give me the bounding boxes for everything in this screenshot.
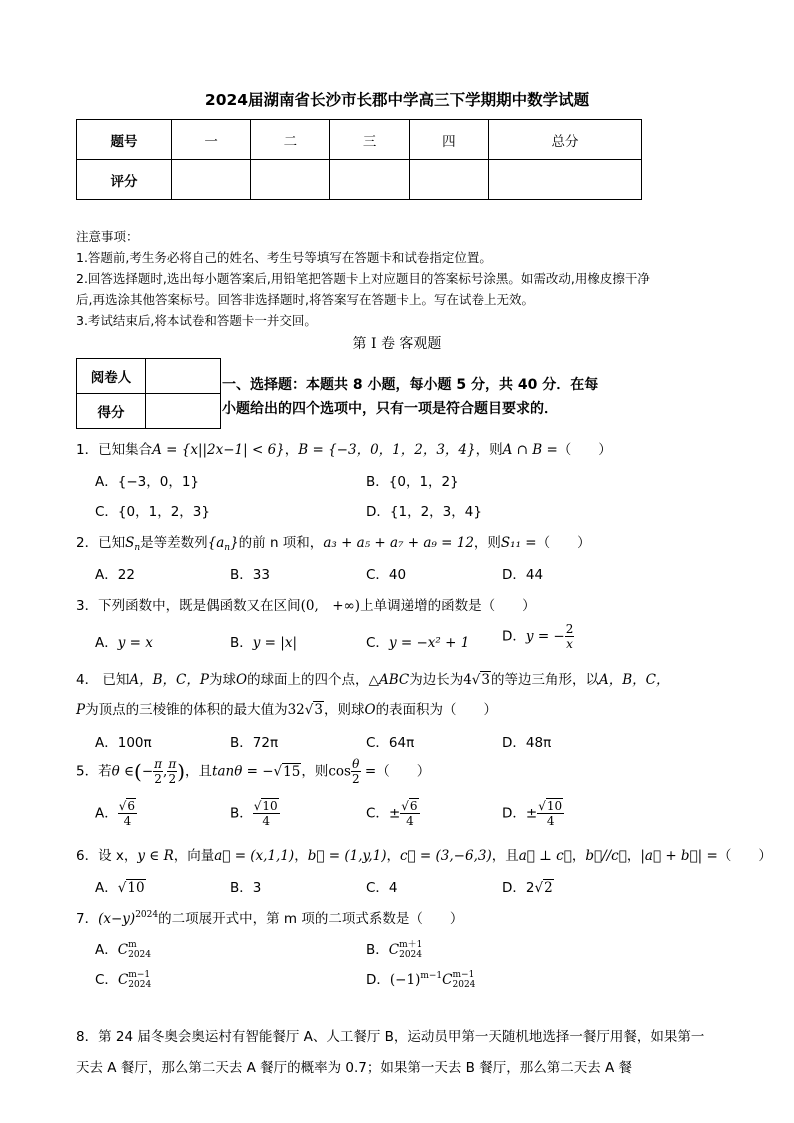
q4-volume-radical: 32√3 [287, 702, 323, 718]
q1-option-d[interactable]: D．{1，2，3，4} [366, 504, 482, 520]
q4-option-d[interactable]: D．48π [502, 735, 552, 751]
section-title: 第 I 卷 客观题 [352, 336, 442, 352]
grader-score-label: 得分 [77, 394, 146, 429]
question-4-line-2: P为顶点的三棱锥的体积的最大值为32√3，则球O的表面积为（ ） [76, 702, 498, 718]
q3-stem: 3．下列函数中，既是偶函数又在区间 [76, 598, 301, 614]
part-one-heading-line: 小题给出的四个选项中，只有一项是符合题目要求的． [222, 401, 558, 417]
part-one-heading-line: 一、选择题：本题共 8 小题，每小题 5 分，共 40 分．在每 [222, 377, 599, 393]
score-table-score-row [77, 160, 642, 200]
q2-a-seq: $\{a_n\}$ [207, 535, 239, 553]
q1-set-a: A = {x||2x−1| < 6} [152, 442, 285, 458]
score-cell[interactable] [251, 160, 330, 200]
q1-option-a[interactable]: A．{−3，0，1} [95, 474, 199, 490]
question-6: 6．设 x，y ∈ R，向量a⃗ = (x,1,1)，b⃗ = (1,y,1)，c⃗ = (3,−6,3)，且a⃗ ⊥ c⃗，b⃗//c⃗，|a⃗ + b⃗| =（ ） [76, 848, 772, 864]
q2-option-d[interactable]: D．44 [502, 567, 544, 583]
grader-reviewer-label: 阅卷人 [77, 359, 146, 394]
q5-option-d[interactable]: D．± $\frac{√10}{4}$ [502, 799, 563, 828]
q5-option-a[interactable]: A． $\frac{√6}{4}$ [95, 799, 136, 828]
score-header-cell: 总分 [488, 120, 641, 160]
question-4-line-1: 4． 已知A，B，C，P为球O的球面上的四个点，△ABC为边长为4√3的等边三角形，以A，B，C， [76, 672, 670, 688]
notes-item: 1.答题前,考生务必将自己的姓名、考生号等填写在答题卡和试卷指定位置。 [76, 250, 492, 265]
question-1 [76, 438, 612, 458]
q7-option-c[interactable]: C．C m−1 2024 [95, 970, 152, 990]
q1-option-b[interactable]: B．{0，1，2} [366, 474, 459, 490]
q1-stem: 1．已知集合 [76, 442, 153, 458]
q7-option-a[interactable]: A．C m 2024 [95, 940, 151, 960]
grader-reviewer-cell[interactable] [146, 359, 221, 394]
grader-score-cell[interactable] [146, 394, 221, 429]
q7-option-d[interactable]: D．$(-1)^{m-1}C$ m−1 2024 [366, 970, 476, 990]
q1-expr: A ∩ B = [502, 442, 558, 458]
q1-paren: （ ） [557, 442, 612, 458]
q1-set-b: B = {−3，0，1，2，3，4} [298, 442, 476, 458]
score-header-cell: 题号 [77, 120, 172, 160]
q7-option-b[interactable]: B．C m＋1 2024 [366, 940, 423, 960]
score-table-header-row [77, 120, 642, 160]
score-cell[interactable] [409, 160, 488, 200]
score-header-cell: 三 [330, 120, 409, 160]
q2-s11: S₁₁ = [500, 535, 537, 551]
q3-interval: (0, +∞) [300, 598, 361, 614]
score-cell[interactable] [488, 160, 641, 200]
notes-block [76, 226, 726, 331]
q2-stem: 是等差数列 [140, 535, 208, 551]
q1-option-c[interactable]: C．{0，1，2，3} [95, 504, 210, 520]
q5-option-c[interactable]: C．± $\frac{√6}{4}$ [366, 799, 418, 828]
page-title: 2024届湖南省长沙市长郡中学高三下学期期中数学试题 [204, 91, 590, 109]
question-7: 7．$(x-y)^{2024}$的二项展开式中，第 m 项的二项式系数是（ ） [76, 910, 464, 927]
q4-option-c[interactable]: C．64π [366, 735, 415, 751]
q2-sum-expr: a₃ + a₅ + a₇ + a₉ = 12 [323, 535, 474, 551]
q2-paren: （ ） [536, 535, 591, 551]
q6-option-a[interactable]: A．√10 [95, 880, 145, 896]
q1-stem: ，则 [475, 442, 503, 458]
score-row-label: 评分 [77, 160, 172, 200]
question-3 [76, 594, 536, 614]
question-8: 8．第 24 届冬奥会奥运村有智能餐厅 A、人工餐厅 B，运动员甲第一天随机地选择一餐厅用餐，如果第一天去 A 餐厅，那么第二天去 A 餐厅的概率为 0.7；如果第一天去 B 餐厅，那么第二天去 A 餐 [76, 1029, 705, 1076]
q4-option-b[interactable]: B．72π [230, 735, 279, 751]
notes-item: 2.回答选择题时,选出每小题答案后,用铅笔把答题卡上对应题目的答案标号涂黑。如需改动,用橡皮擦干净 [76, 271, 650, 286]
q4-side-radical: 4√3 [463, 672, 490, 688]
q4-option-a[interactable]: A．100π [95, 735, 152, 751]
q3-stem: 上单调递增的函数是（ ） [360, 598, 536, 614]
notes-item: 3.考试结束后,将本试卷和答题卡一并交回。 [76, 313, 317, 328]
q2-stem: ，则 [473, 535, 501, 551]
q2-option-a[interactable]: A．22 [95, 567, 135, 583]
q2-stem: 2．已知 [76, 535, 126, 551]
score-header-cell: 一 [172, 120, 251, 160]
part-one-heading [222, 373, 642, 421]
q2-s-n: $S_n$ [125, 535, 141, 553]
q2-stem: 的前 n 项和， [238, 535, 324, 551]
q2-option-b[interactable]: B．33 [230, 567, 270, 583]
q6-option-d[interactable]: D．2√2 [502, 880, 553, 896]
grader-table [76, 358, 221, 429]
score-header-cell: 四 [409, 120, 488, 160]
q6-option-c[interactable]: C．4 [366, 880, 398, 896]
q1-sep: ， [284, 442, 299, 458]
q3-option-d[interactable]: D．y = − $\frac{2}{x}$ [502, 622, 574, 651]
question-5: 5．若θ ∈(− $\frac{\pi}{2}$ , $\frac{\pi}{2}$ )，且tanθ = −√15，则cos $\frac{\theta}{2}$ =（ ） [76, 757, 431, 786]
q5-option-b[interactable]: B． $\frac{√10}{4}$ [230, 799, 278, 828]
question-2 [76, 531, 591, 553]
q3-option-a[interactable]: A．y = x [95, 635, 153, 651]
score-cell[interactable] [330, 160, 409, 200]
q6-option-b[interactable]: B．3 [230, 880, 262, 896]
q3-option-c[interactable]: C．y = −x² + 1 [366, 635, 470, 651]
notes-heading: 注意事项： [76, 229, 139, 244]
score-header-cell: 二 [251, 120, 330, 160]
score-cell[interactable] [172, 160, 251, 200]
q2-option-c[interactable]: C．40 [366, 567, 407, 583]
score-table [76, 119, 642, 200]
notes-item: 后,再选涂其他答案标号。回答非选择题时,将答案写在答题卡上。写在试卷上无效。 [76, 292, 534, 307]
q3-option-b[interactable]: B．y = |x| [230, 635, 297, 651]
